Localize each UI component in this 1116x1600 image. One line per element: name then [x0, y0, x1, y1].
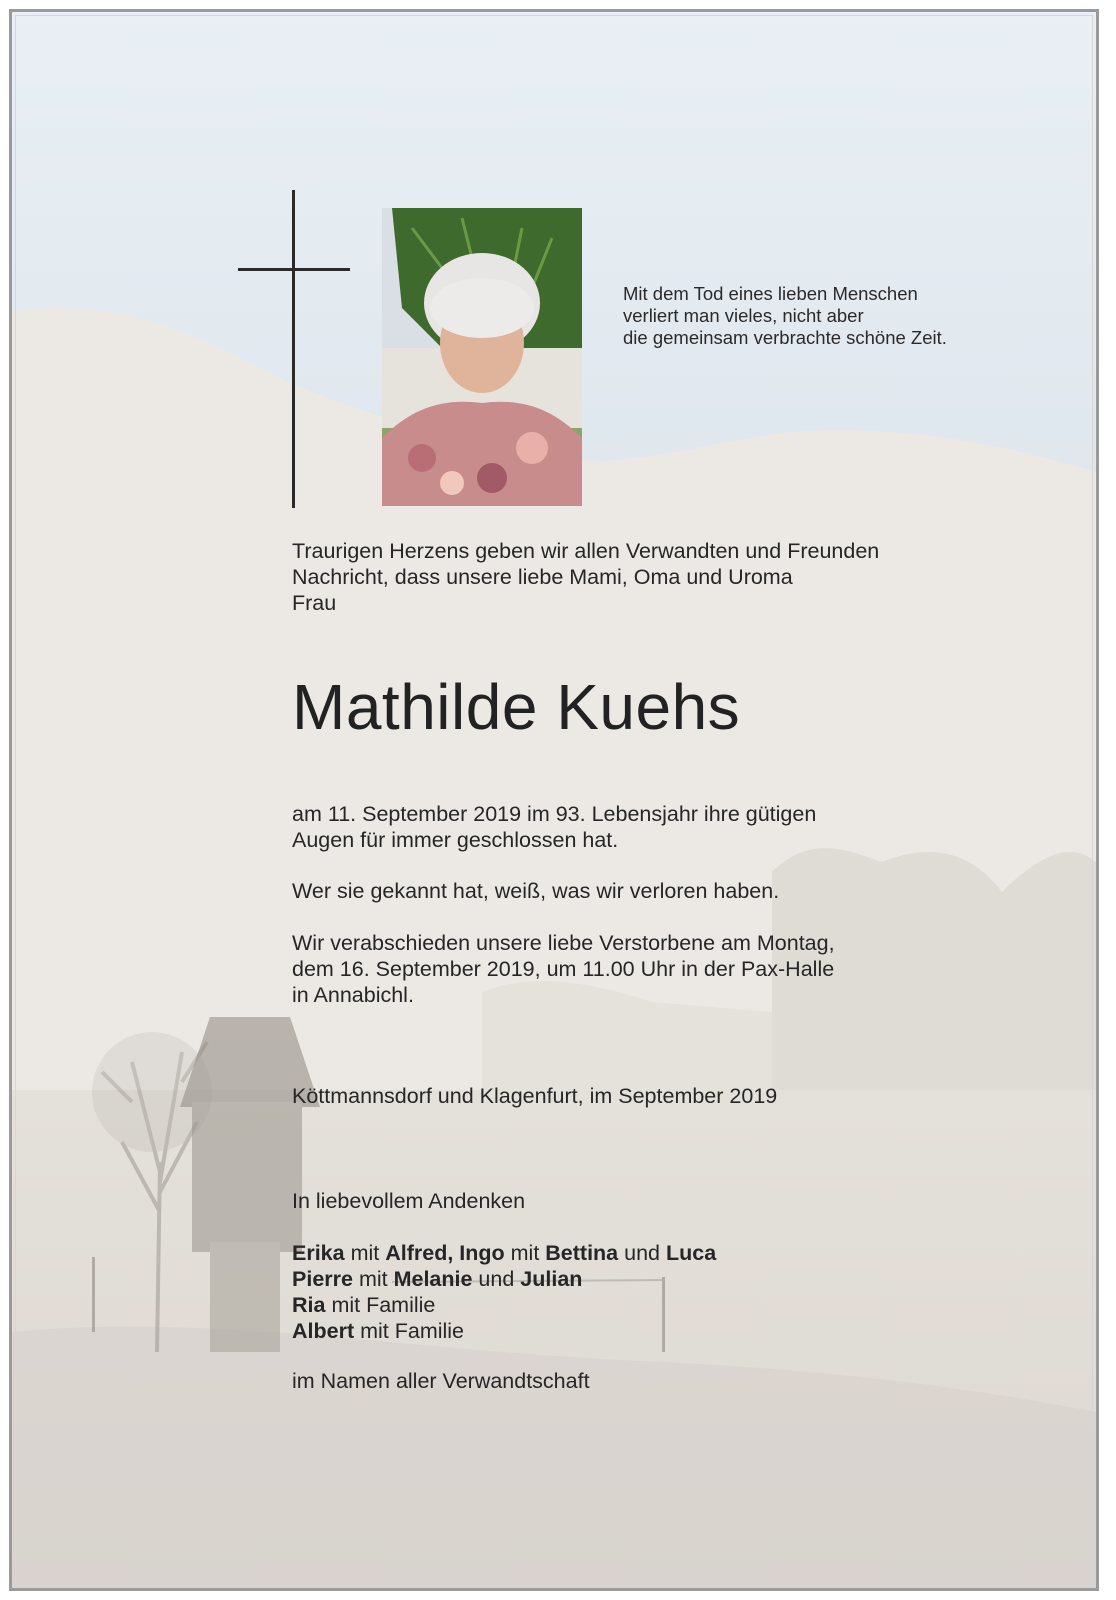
death-notice: am 11. September 2019 im 93. Lebensjahr ihre gütigen Augen für immer geschlossen hat.: [292, 802, 817, 852]
family-list: [292, 1240, 716, 1344]
deceased-name: Mathilde Kuehs: [292, 671, 741, 743]
family-row: Pierre mit Melanie und Julian: [292, 1267, 583, 1291]
family-row: Albert mit Familie: [292, 1319, 465, 1343]
memory-line: In liebevollem Andenken: [292, 1189, 526, 1213]
family-row: Ria mit Familie: [292, 1293, 436, 1317]
farewell-details: Wir verabschieden unsere liebe Verstorbene am Montag, dem 16. September 2019, um 11.00 Uhr in der Pax-Halle in Annabichl.: [292, 931, 835, 1007]
family-row: Erika mit Alfred, Ingo mit Bettina und Luca: [292, 1241, 717, 1265]
known-line: Wer sie gekannt hat, weiß, was wir verloren haben.: [292, 879, 780, 903]
portrait-photo: [382, 208, 582, 506]
place-date: Köttmannsdorf und Klagenfurt, im September 2019: [292, 1084, 778, 1108]
relatives-line: im Namen aller Verwandtschaft: [292, 1369, 590, 1393]
obituary-card: [9, 9, 1099, 1591]
memorial-quote: Mit dem Tod eines lieben Menschen verliert man vieles, nicht aber die gemeinsam verbrachte schöne Zeit.: [623, 283, 947, 348]
intro-paragraph: Traurigen Herzens geben wir allen Verwandten und Freunden Nachricht, dass unsere liebe Mami, Oma und Uroma Frau: [292, 539, 880, 615]
